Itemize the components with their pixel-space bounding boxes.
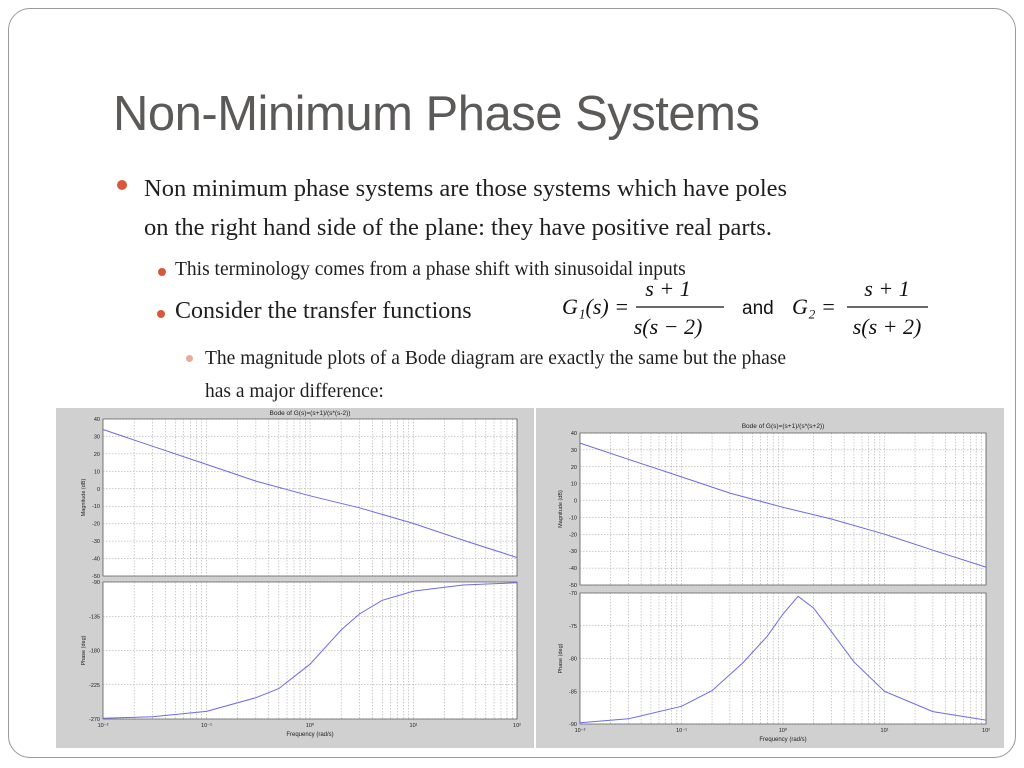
phase-y-axis-label: Phase (deg) <box>558 643 564 674</box>
y-tick-label: -75 <box>569 623 577 630</box>
y-tick-label: -20 <box>92 521 100 528</box>
y-tick-label: -10 <box>569 515 577 522</box>
y-tick-label: -20 <box>569 532 577 539</box>
plot-title: Bode of G(s)=(s+1)/(s*(s+2)) <box>741 423 825 430</box>
magnitude-y-axis-label: Magnitude (dB) <box>558 490 564 528</box>
plot-title: Bode of G(s)=(s+1)/(s*(s-2)) <box>269 410 351 417</box>
y-tick-label: -30 <box>569 549 577 556</box>
x-tick-label: 10² <box>982 728 990 734</box>
page-title: Non-Minimum Phase Systems <box>113 87 760 141</box>
bode-plot-unstable <box>56 408 534 748</box>
x-tick-label: 10⁻¹ <box>676 728 687 734</box>
x-tick-label: 10² <box>513 723 521 729</box>
magnitude-y-axis-label: Magnitude (dB) <box>81 478 87 517</box>
sub-bullet-terminology: This terminology comes from a phase shift with sinusoidal inputs <box>175 259 686 280</box>
sub-bullet-bode-line-1: The magnitude plots of a Bode diagram are exactly the same but the phase <box>205 348 787 369</box>
x-axis-label: Frequency (rad/s) <box>759 737 807 743</box>
bullet-dot <box>157 310 165 318</box>
x-tick-label: 10⁻² <box>574 728 586 734</box>
y-tick-label: -225 <box>88 682 100 689</box>
y-tick-label: 30 <box>93 434 100 441</box>
y-tick-label: -135 <box>88 614 100 621</box>
g2-numerator: s + 1 <box>864 276 910 301</box>
y-tick-label: -90 <box>569 722 577 728</box>
x-tick-label: 10⁰ <box>778 728 788 734</box>
y-tick-label: 10 <box>570 481 577 488</box>
and-text: and <box>742 298 774 319</box>
y-tick-label: -50 <box>569 583 577 589</box>
bullet-dot <box>117 180 127 190</box>
x-tick-label: 10⁻² <box>97 723 109 729</box>
bode-plot-stable <box>536 408 1004 748</box>
y-tick-label: 20 <box>93 451 100 458</box>
bullet-1-line-1: Non minimum phase systems are those systems which have poles <box>144 175 788 202</box>
y-tick-label: -85 <box>569 689 577 696</box>
bullet-dot <box>186 355 193 362</box>
x-tick-label: 10¹ <box>880 728 889 734</box>
x-tick-label: 10¹ <box>409 723 418 729</box>
y-tick-label: -180 <box>88 648 100 655</box>
x-tick-label: 10⁰ <box>305 723 315 729</box>
y-tick-label: -10 <box>92 504 100 511</box>
y-tick-label: 0 <box>96 486 100 493</box>
g1-numerator: s + 1 <box>645 276 691 301</box>
bullet-dot <box>158 268 166 276</box>
x-axis-label: Frequency (rad/s) <box>286 732 334 738</box>
y-tick-label: 40 <box>570 431 577 437</box>
y-tick-label: 0 <box>573 498 577 505</box>
y-tick-label: 20 <box>570 464 577 471</box>
y-tick-label: -270 <box>88 717 100 723</box>
bullet-1-line-2: on the right hand side of the plane: they have positive real parts. <box>144 214 772 241</box>
transfer-function-equations <box>556 272 946 344</box>
y-tick-label: -30 <box>92 539 100 546</box>
y-tick-label: -70 <box>569 591 577 597</box>
g1-denominator: s(s − 2) <box>633 314 703 339</box>
sub-bullet-transfer-functions: Consider the transfer functions <box>175 298 472 324</box>
g2-label: G₂ = <box>792 294 836 319</box>
y-tick-label: -90 <box>92 580 100 586</box>
y-tick-label: -50 <box>92 574 100 580</box>
sub-bullet-bode-line-2: has a major difference: <box>205 381 384 402</box>
y-tick-label: 40 <box>93 417 100 423</box>
g2-denominator: s(s + 2) <box>852 314 922 339</box>
x-tick-label: 10⁻¹ <box>201 723 212 729</box>
y-tick-label: -80 <box>569 656 577 663</box>
y-tick-label: -40 <box>92 556 100 563</box>
y-tick-label: -40 <box>569 566 577 573</box>
g1-label: G₁(s) = <box>562 294 630 319</box>
phase-y-axis-label: Phase (deg) <box>81 635 87 666</box>
y-tick-label: 10 <box>93 469 100 476</box>
y-tick-label: 30 <box>570 447 577 454</box>
